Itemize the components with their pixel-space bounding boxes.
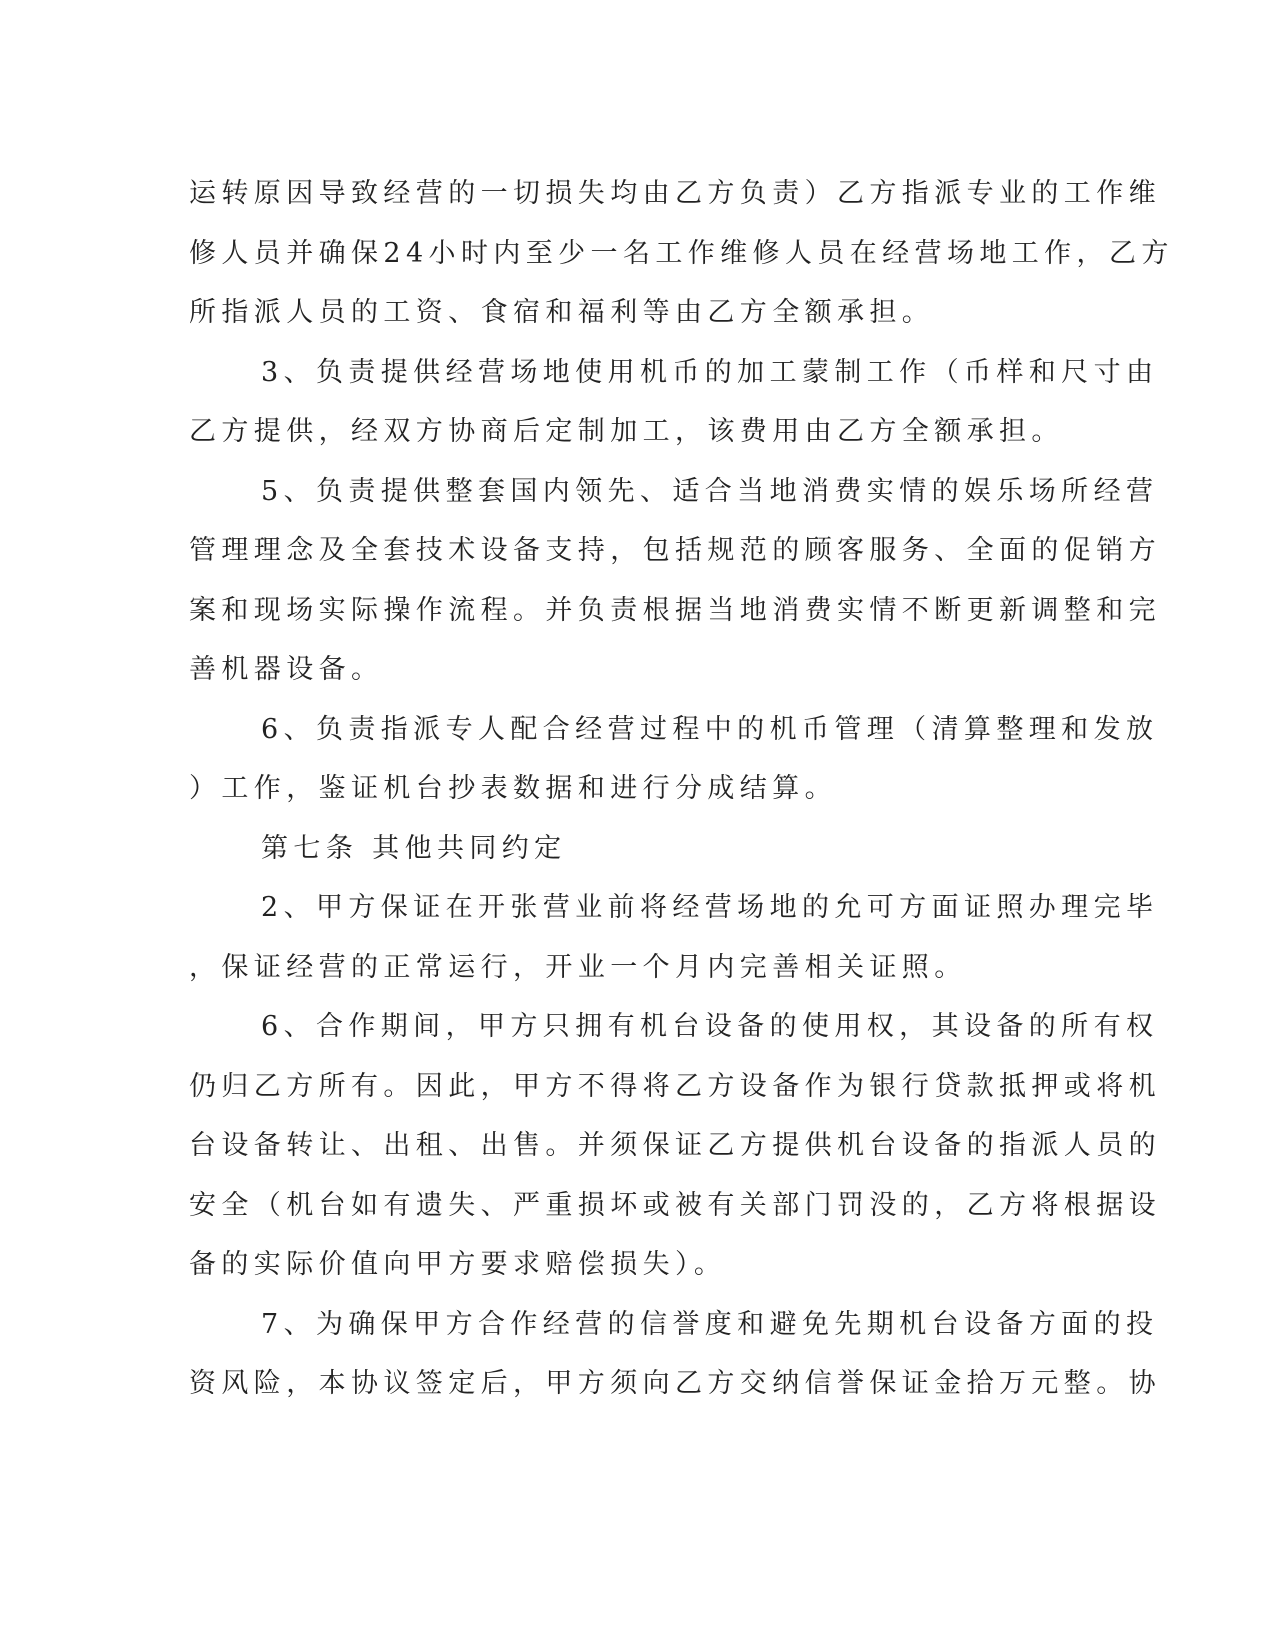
document-body bbox=[189, 164, 1174, 1414]
body-line: 6、合作期间，甲方只拥有机台设备的使用权，其设备的所有权 bbox=[261, 1011, 1159, 1042]
body-line: 3、负责提供经营场地使用机币的加工蒙制工作（币样和尺寸由 bbox=[261, 356, 1159, 388]
body-line: 修人员并确保24小时内至少一名工作维修人员在经营场地工作，乙方 bbox=[189, 237, 1174, 269]
body-line: 管理理念及全套技术设备支持，包括规范的顾客服务、全面的促销方 bbox=[189, 535, 1161, 566]
body-line: 乙方提供，经双方协商后定制加工，该费用由乙方全额承担。 bbox=[189, 416, 1064, 447]
body-line: 5、负责提供整套国内领先、适合当地消费实情的娱乐场所经营 bbox=[261, 475, 1159, 507]
body-line: 备的实际价值向甲方要求赔偿损失）。 bbox=[189, 1249, 727, 1280]
body-line: 案和现场实际操作流程。并负责根据当地消费实情不断更新调整和完 bbox=[189, 594, 1161, 626]
body-line: ）工作，鉴证机台抄表数据和进行分成结算。 bbox=[189, 773, 837, 804]
body-line: 所指派人员的工资、食宿和福利等由乙方全额承担。 bbox=[189, 297, 935, 328]
body-line: 6、负责指派专人配合经营过程中的机币管理（清算整理和发放 bbox=[261, 713, 1159, 745]
body-line: ，保证经营的正常运行，开业一个月内完善相关证照。 bbox=[189, 951, 967, 983]
body-line: 善机器设备。 bbox=[189, 654, 384, 685]
body-line: 安全（机台如有遗失、严重损坏或被有关部门罚没的，乙方将根据设 bbox=[189, 1189, 1161, 1221]
body-line: 资风险，本协议签定后，甲方须向乙方交纳信誉保证金拾万元整。协 bbox=[189, 1368, 1161, 1399]
body-line: 台设备转让、出租、出售。并须保证乙方提供机台设备的指派人员的 bbox=[189, 1130, 1161, 1161]
body-line: 运转原因导致经营的一切损失均由乙方负责）乙方指派专业的工作维 bbox=[189, 178, 1161, 209]
section-heading: 第七条 其他共同约定 bbox=[261, 832, 567, 864]
body-line: 7、为确保甲方合作经营的信誉度和避免先期机台设备方面的投 bbox=[261, 1308, 1159, 1340]
body-line: 2、甲方保证在开张营业前将经营场地的允可方面证照办理完毕 bbox=[261, 892, 1159, 923]
body-line: 仍归乙方所有。因此，甲方不得将乙方设备作为银行贷款抵押或将机 bbox=[189, 1070, 1161, 1102]
